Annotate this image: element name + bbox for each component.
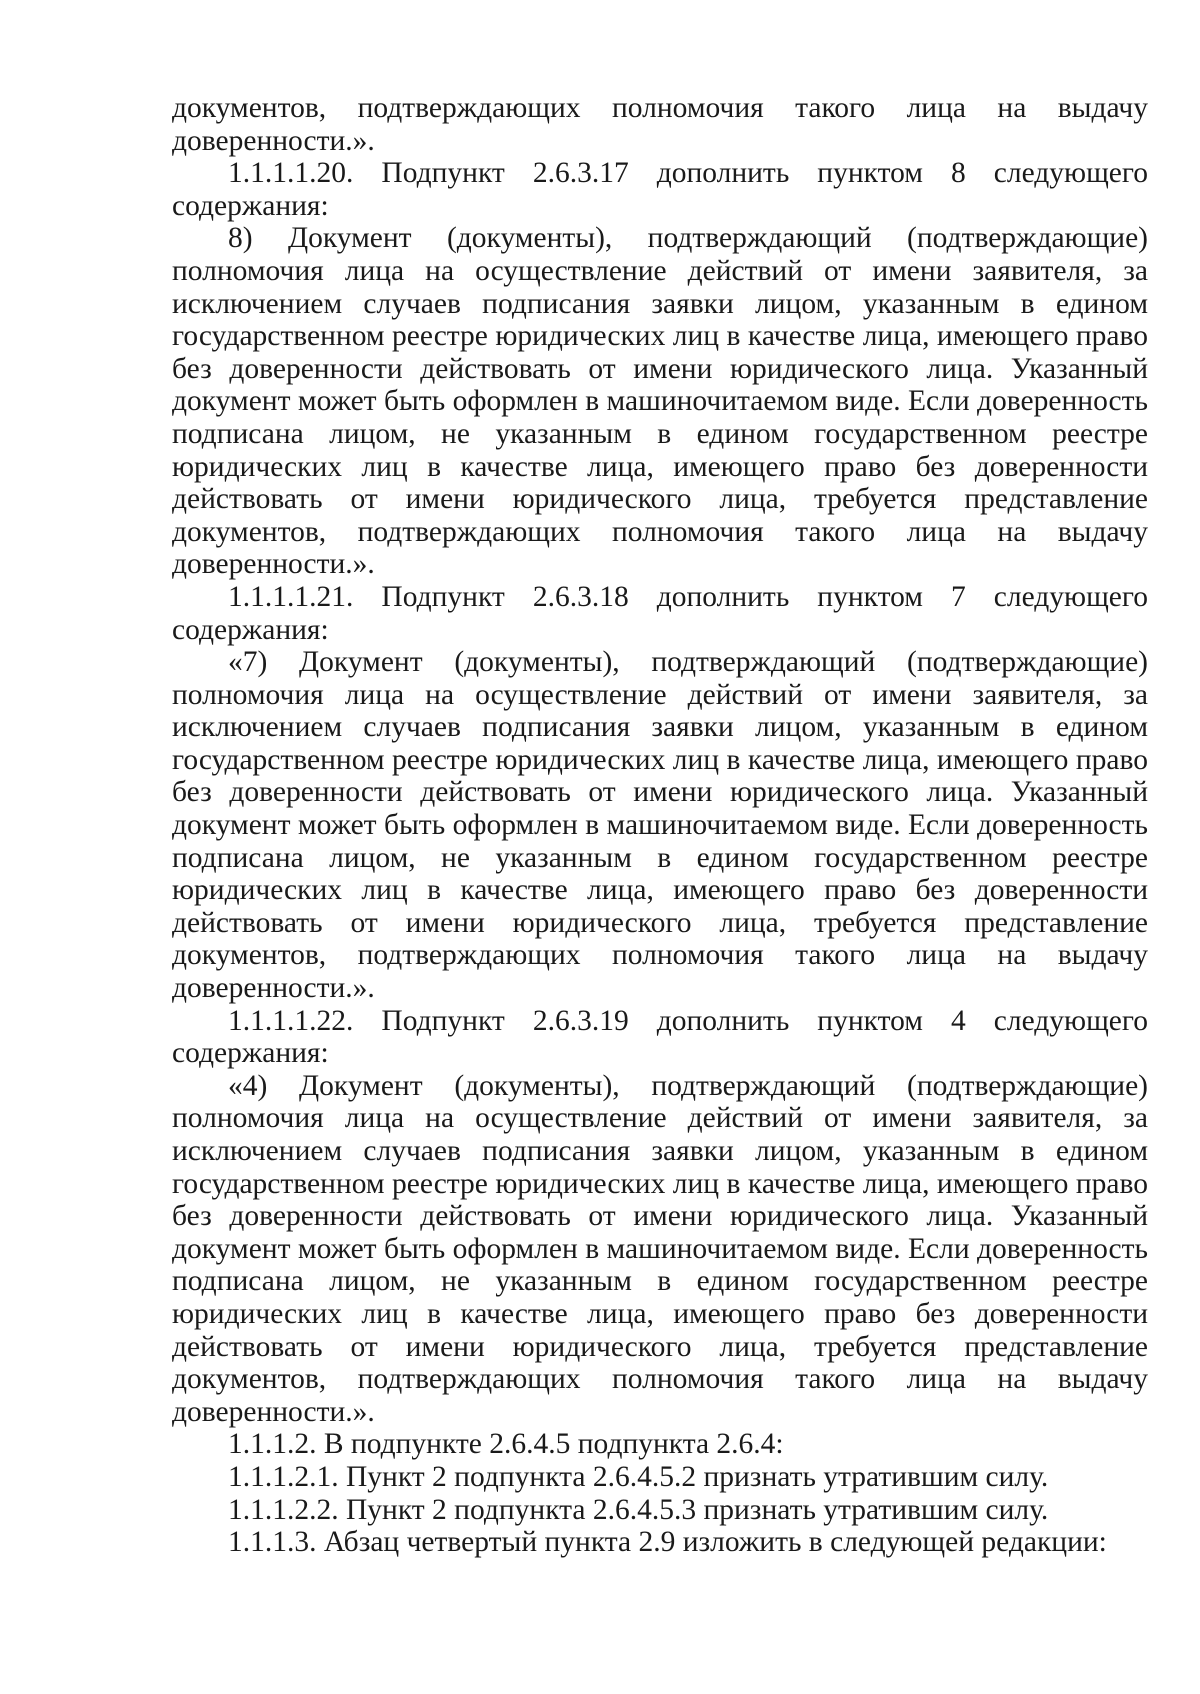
paragraph-clause-1-1-1-2-1: 1.1.1.2.1. Пункт 2 подпункта 2.6.4.5.2 признать утратившим силу. [228,1460,1049,1493]
paragraph-clause-1-1-1-1-22: 1.1.1.1.22. Подпункт 2.6.3.19 дополнить пунктом 4 следующего содержания: [172,1004,1148,1070]
paragraph-item-7: «7) Документ (документы), подтверждающий (подтверждающие) полномочия лица на осуществление действий от имени заявителя, за исключением случаев подписания заявки лицом, указанным в едином государственном реестре юридических лиц в качестве лица, имеющего право без доверенности действовать от имени юридического лица. Указанный документ может быть оформлен в машиночитаемом виде. Если доверенность подписана лицом, не указанным в едином государственном реестре юридических лиц в качестве лица, имеющего право без доверенности действовать от имени юридического лица, требуется представление документов, подтверждающих полномочия такого лица на выдачу доверенности.». [172,646,1148,1005]
paragraph-clause-1-1-1-1-20: 1.1.1.1.20. Подпункт 2.6.3.17 дополнить пунктом 8 следующего содержания: [172,157,1148,222]
paragraph-continuation: документов, подтверждающих полномочия такого лица на выдачу доверенности.». [172,92,1148,157]
paragraph-clause-1-1-1-3: 1.1.1.3. Абзац четвертый пункта 2.9 изложить в следующей редакции: [228,1526,1107,1559]
paragraph-clause-1-1-1-2-2: 1.1.1.2.2. Пункт 2 подпункта 2.6.4.5.3 признать утратившим силу. [228,1493,1049,1526]
paragraph-item-8: 8) Документ (документы), подтверждающий (подтверждающие) полномочия лица на осуществление действий от имени заявителя, за исключением случаев подписания заявки лицом, указанным в едином государственном реестре юридических лиц в качестве лица, имеющего право без доверенности действовать от имени юридического лица. Указанный документ может быть оформлен в машиночитаемом виде. Если доверенность подписана лицом, не указанным в едином государственном реестре юридических лиц в качестве лица, имеющего право без доверенности действовать от имени юридического лица, требуется представление документов, подтверждающих полномочия такого лица на выдачу доверенности.». [172,222,1148,581]
paragraph-item-4: «4) Документ (документы), подтверждающий (подтверждающие) полномочия лица на осуществление действий от имени заявителя, за исключением случаев подписания заявки лицом, указанным в едином государственном реестре юридических лиц в качестве лица, имеющего право без доверенности действовать от имени юридического лица. Указанный документ может быть оформлен в машиночитаемом виде. Если доверенность подписана лицом, не указанным в едином государственном реестре юридических лиц в качестве лица, имеющего право без доверенности действовать от имени юридического лица, требуется представление документов, подтверждающих полномочия такого лица на выдачу доверенности.». [172,1069,1148,1428]
paragraph-clause-1-1-1-2: 1.1.1.2. В подпункте 2.6.4.5 подпункта 2.6.4: [228,1428,784,1461]
document-body [172,92,1148,1559]
paragraph-clause-1-1-1-1-21: 1.1.1.1.21. Подпункт 2.6.3.18 дополнить пунктом 7 следующего содержания: [172,580,1148,646]
